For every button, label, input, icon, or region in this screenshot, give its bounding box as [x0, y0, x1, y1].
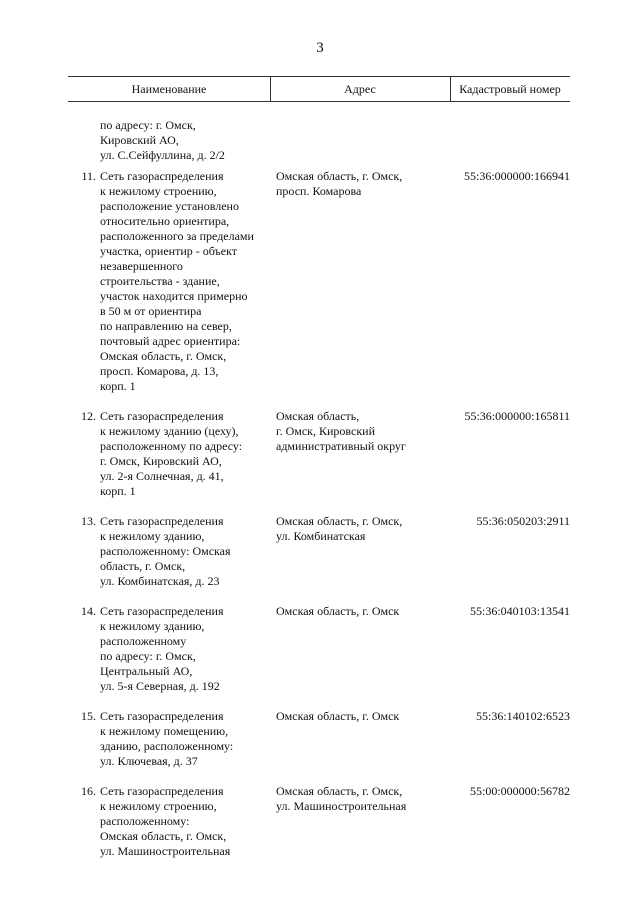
row-number: 12. — [81, 409, 96, 423]
header-divider — [270, 77, 271, 101]
header-cadastral: Кадастровый номер — [459, 81, 561, 96]
header-address: Адрес — [344, 81, 376, 96]
table-row — [68, 409, 570, 499]
row-number: 15. — [81, 709, 96, 723]
page-number: 3 — [316, 40, 324, 56]
row-cadastral: 55:36:040103:13541 — [469, 604, 570, 618]
table-row — [68, 784, 570, 859]
row-name: Сеть газораспределения к нежилому строению, расположенному: Омская область, г. Омск, ул. Машиностроительная — [100, 784, 231, 858]
row-cadastral: 55:36:000000:166941 — [463, 169, 570, 183]
row-cadastral: 55:36:140102:6523 — [475, 709, 570, 723]
header-divider — [450, 77, 451, 101]
table-row — [68, 604, 570, 694]
row-name: Сеть газораспределения к нежилому зданию, расположенному: Омская область, г. Омск, ул. Комбинатская, д. 23 — [100, 514, 231, 588]
row-name: Сеть газораспределения к нежилому зданию, расположенному по адресу: г. Омск, Центральный АО, ул. 5-я Северная, д. 192 — [100, 604, 224, 693]
row-address: Омская область, г. Омск, ул. Машиностроительная — [276, 784, 407, 813]
row-address: Омская область, г. Омск — [276, 709, 400, 723]
table-row — [68, 514, 570, 589]
table-row — [68, 169, 570, 394]
row-cadastral: 55:36:000000:165811 — [464, 409, 570, 423]
row-address: Омская область, г. Омск, ул. Комбинатская — [276, 514, 403, 543]
header-name: Наименование — [131, 81, 207, 96]
row-address: Омская область, г. Омск, Кировский административный округ — [276, 409, 406, 453]
row-name: Сеть газораспределения к нежилому зданию (цеху), расположенному по адресу: г. Омск, Кировский АО, ул. 2-я Солнечная, д. 41, корп. 1 — [100, 409, 243, 498]
row-cadastral: 55:00:000000:56782 — [469, 784, 570, 798]
row-number: 13. — [81, 514, 96, 528]
row-number: 14. — [81, 604, 96, 618]
row-number: 16. — [81, 784, 96, 798]
row-name: Сеть газораспределения к нежилому помещению, зданию, расположенному: ул. Ключевая, д. 37 — [100, 709, 234, 768]
table-row — [68, 709, 570, 769]
row-name: по адресу: г. Омск, Кировский АО, ул. С.Сейфуллина, д. 2/2 — [100, 118, 225, 162]
row-cadastral: 55:36:050203:2911 — [476, 514, 570, 528]
row-address: Омская область, г. Омск — [276, 604, 400, 618]
table-body — [68, 102, 570, 859]
property-table — [68, 76, 570, 874]
row-address: Омская область, г. Омск, просп. Комарова — [276, 169, 403, 198]
table-row-continuation — [68, 118, 570, 163]
table-header — [68, 77, 570, 101]
row-number: 11. — [81, 169, 96, 183]
row-name: Сеть газораспределения к нежилому строению, расположение установлено относительно ориентира, расположенного за пределами участка, ориентир - объект незавершенного строительства - здание, участок находится примерно в 50 м от ориентира по направлению на север, почтовый адрес ориентира: Омская область, г. Омск, просп. Комарова, д. 13, корп. 1 — [100, 169, 254, 393]
